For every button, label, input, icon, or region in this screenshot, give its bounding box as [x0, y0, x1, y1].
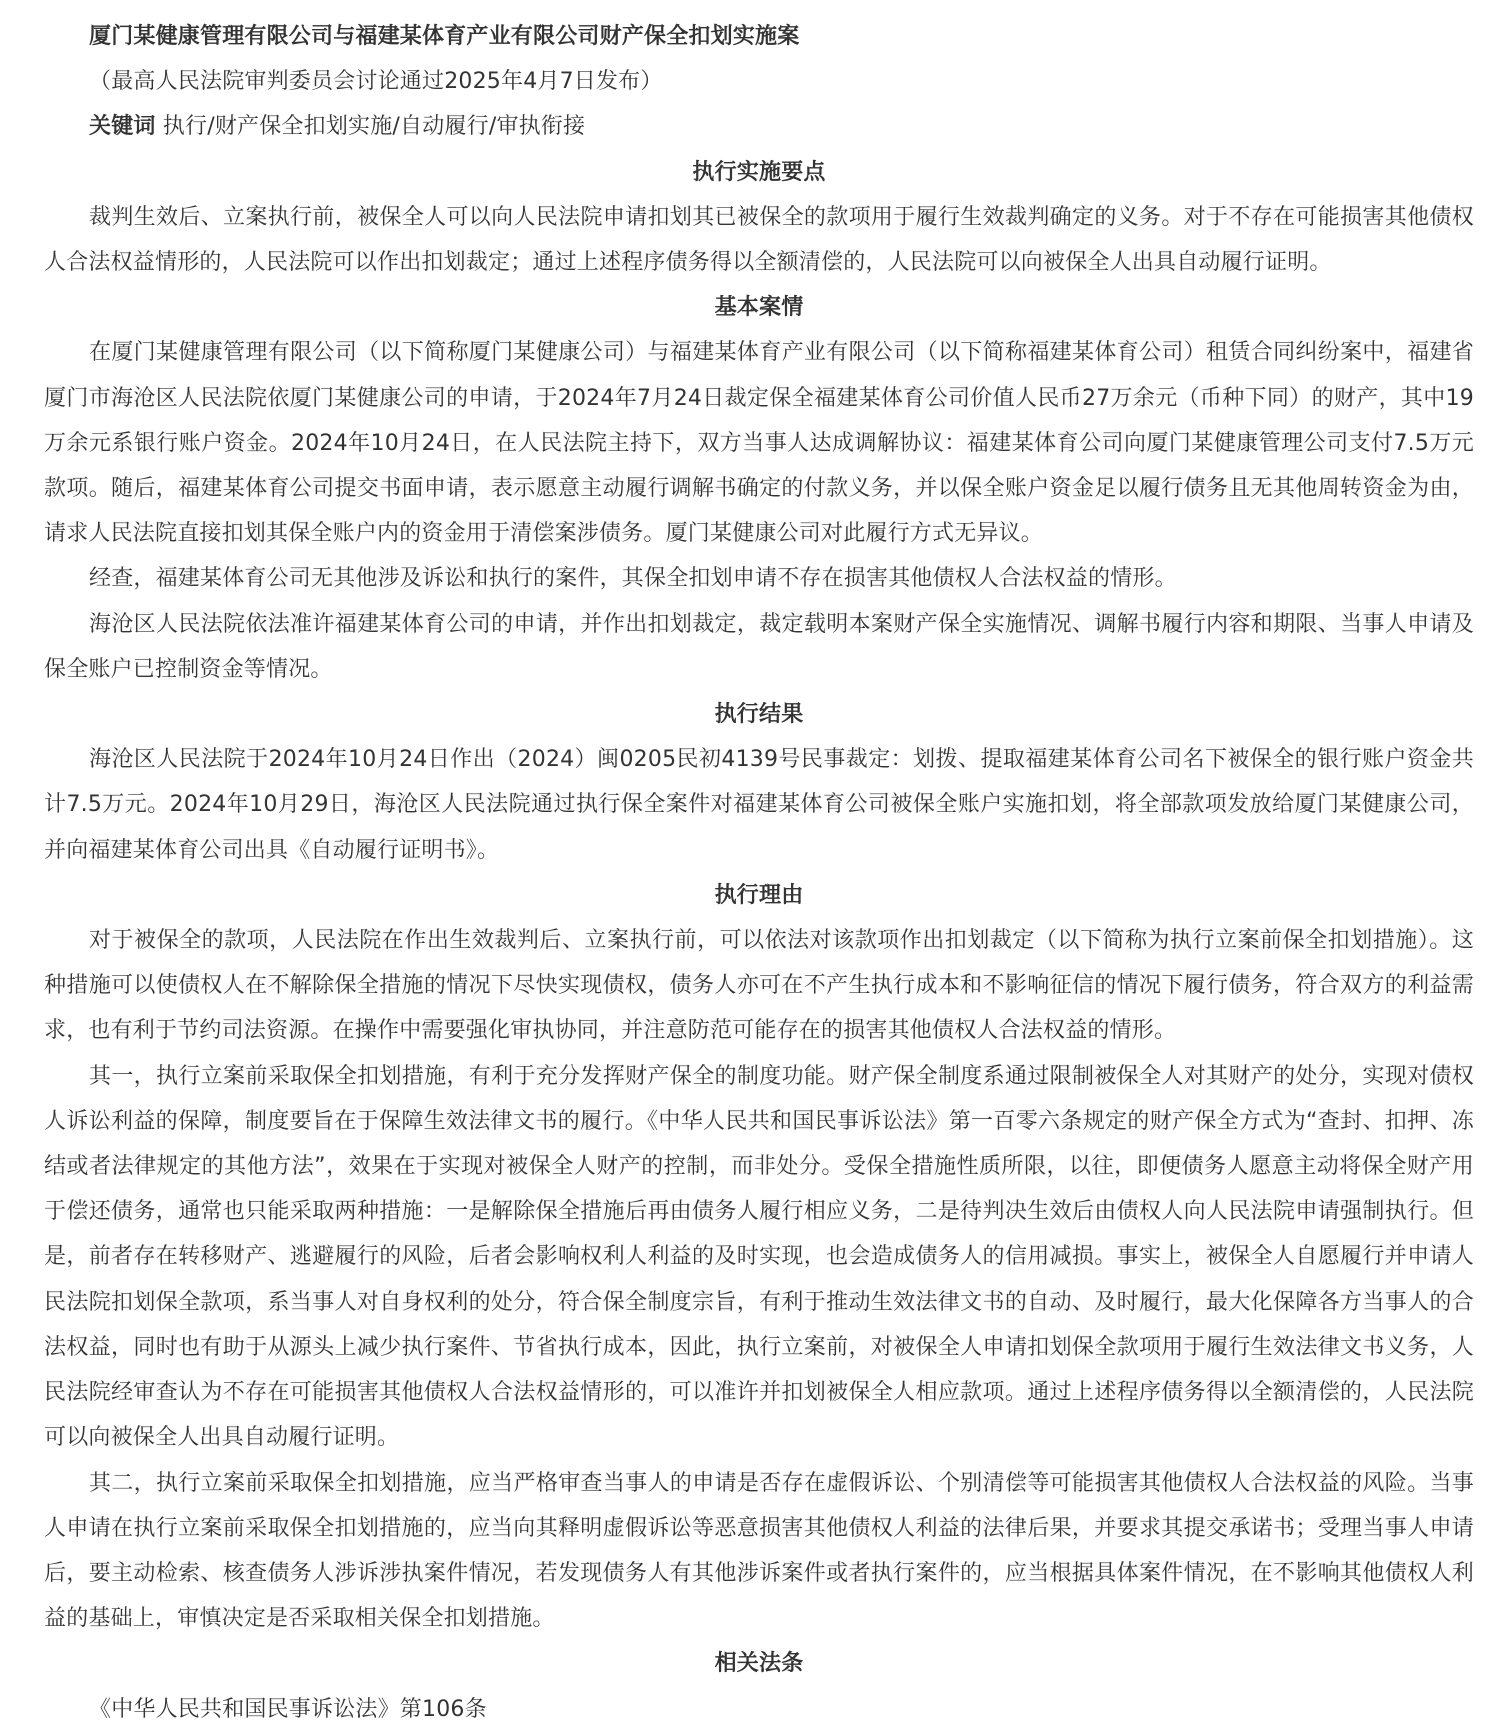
document-subtitle: （最高人民法院审判委员会讨论通过2025年4月7日发布） — [89, 69, 663, 95]
paragraph: 海沧区人民法院依法准许福建某体育公司的申请，并作出扣划裁定，裁定载明本案财产保全实施情况、调解书履行内容和期限、当事人申请及保全账户已控制资金等情况。 — [44, 611, 1474, 682]
paragraph: 对于被保全的款项，人民法院在作出生效裁判后、立案执行前，可以依法对该款项作出扣划裁定（以下简称为执行立案前保全扣划措施）。这种措施可以使债权人在不解除保全措施的情况下尽快实现债权，债务人亦可在不产生执行成本和不影响征信的情况下履行债务，符合双方的利益需求，也有利于节约司法资源。在操作中需要强化审执协同，并注意防范可能存在的损害其他债权人合法权益的情形。 — [44, 928, 1474, 1044]
keywords-text: 执行/财产保全扣划实施/自动履行/审执衔接 — [155, 114, 586, 140]
paragraph: 裁判生效后、立案执行前，被保全人可以向人民法院申请扣划其已被保全的款项用于履行生效裁判确定的义务。对于不存在可能损害其他债权人合法权益情形的，人民法院可以作出扣划裁定；通过上述程序债务得以全额清偿的，人民法院可以向被保全人出具自动履行证明。 — [44, 204, 1474, 276]
paragraph: 其一，执行立案前采取保全扣划措施，有利于充分发挥财产保全的制度功能。财产保全制度系通过限制被保全人对其财产的处分，实现对债权人诉讼利益的保障，制度要旨在于保障生效法律文书的履行。《中华人民共和国民事诉讼法》第一百零六条规定的财产保全方式为“查封、扣押、冻结或者法律规定的其他方法”，效果在于实现对被保全人财产的控制，而非处分。受保全措施性质所限，以往，即便债务人愿意主动将保全财产用于偿还债务，通常也只能采取两种措施：一是解除保全措施后再由债务人履行相应义务，二是待判决生效后由债权人向人民法院申请强制执行。但是，前者存在转移财产、逃避履行的风险，后者会影响权利人利益的及时实现，也会造成债务人的信用减损。事实上，被保全人自愿履行并申请人民法院扣划保全款项，系当事人对自身权利的处分，符合保全制度宗旨，有利于推动生效法律文书的自动、及时履行，最大化保障各方当事人的合法权益，同时也有助于从源头上减少执行案件、节省执行成本，因此，执行立案前，对被保全人申请扣划保全款项用于履行生效法律文书义务，人民法院经审查认为不存在可能损害其他债权人合法权益情形的，可以准许并扣划被保全人相应款项。通过上述程序债务得以全额清偿的，人民法院可以向被保全人出具自动履行证明。 — [44, 1063, 1474, 1451]
section-heading-execution-reasons: 执行理由 — [714, 882, 804, 908]
section-heading-basic-facts: 基本案情 — [714, 295, 804, 321]
paragraph: 经查，福建某体育公司无其他涉及诉讼和执行的案件，其保全扣划申请不存在损害其他债权人合法权益的情形。 — [89, 566, 1177, 592]
section-heading-execution-result: 执行结果 — [714, 702, 804, 728]
document-title: 厦门某健康管理有限公司与福建某体育产业有限公司财产保全扣划实施案 — [89, 24, 800, 49]
paragraph: 海沧区人民法院于2024年10月24日作出（2024）闽0205民初4139号民事裁定：划拨、提取福建某体育公司名下被保全的银行账户资金共计7.5万元。2024年10月29日，海沧区人民法院通过执行保全案件对福建某体育公司被保全账户实施扣划，将全部款项发放给厦门某健康公司，并向福建某体育公司出具《自动履行证明书》。 — [44, 747, 1474, 863]
section-heading-execution-points: 执行实施要点 — [692, 159, 826, 185]
paragraph: 《中华人民共和国民事诉讼法》第106条 — [89, 1696, 487, 1722]
keywords-label: 关键词 — [89, 114, 156, 140]
section-heading-related-law: 相关法条 — [714, 1651, 804, 1677]
paragraph: 在厦门某健康管理有限公司（以下简称厦门某健康公司）与福建某体育产业有限公司（以下简称福建某体育公司）租赁合同纠纷案中，福建省厦门市海沧区人民法院依厦门某健康公司的申请，于2024年7月24日裁定保全福建某体育公司价值人民币27万余元（币种下同）的财产，其中19万余元系银行账户资金。2024年10月24日，在人民法院主持下，双方当事人达成调解协议：福建某体育公司向厦门某健康管理公司支付7.5万元款项。随后，福建某体育公司提交书面申请，表示愿意主动履行调解书确定的付款义务，并以保全账户资金足以履行债务且无其他周转资金为由，请求人民法院直接扣划其保全账户内的资金用于清偿案涉债务。厦门某健康公司对此履行方式无异议。 — [44, 340, 1474, 547]
keywords-line — [44, 104, 1474, 149]
paragraph: 其二，执行立案前采取保全扣划措施，应当严格审查当事人的申请是否存在虚假诉讼、个别清偿等可能损害其他债权人合法权益的风险。当事人申请在执行立案前采取保全扣划措施的，应当向其释明虚假诉讼等恶意损害其他债权人利益的法律后果，并要求其提交承诺书；受理当事人申请后，要主动检索、核查债务人涉诉涉执案件情况，若发现债务人有其他涉诉案件或者执行案件的，应当根据具体案件情况，在不影响其他债权人利益的基础上，审慎决定是否采取相关保全扣划措施。 — [44, 1470, 1474, 1632]
